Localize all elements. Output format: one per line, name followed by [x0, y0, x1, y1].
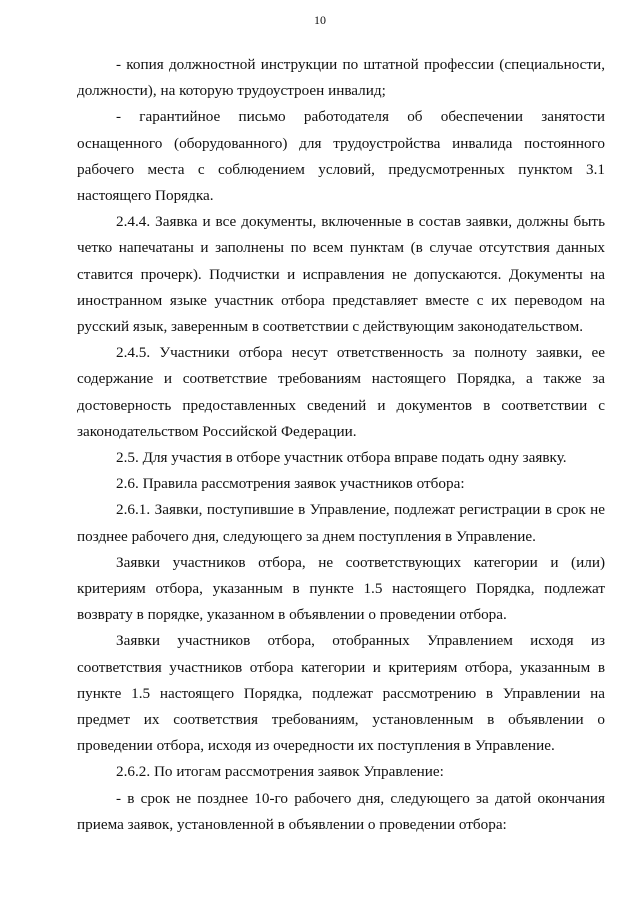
- paragraph-2-6-2: 2.6.2. По итогам рассмотрения заявок Управление:: [116, 763, 444, 781]
- paragraph-2-4-5: 2.4.5. Участники отбора несут ответственность за полноту заявки, ее содержание и соответствие требованиям настоящего Порядка, а также за достоверность предоставленных сведений и документов в соответствии с законодательством Российской Федерации.: [77, 344, 605, 440]
- paragraph-review-applications: Заявки участников отбора, отобранных Управлением исходя из соответствия участников отбора категории и критериям отбора, указанным в пункте 1.5 настоящего Порядка, подлежат рассмотрению в Управлении на предмет их соответствия требованиям, установленным в объявлении о проведении отбора, исходя из очередности их поступления в Управление.: [77, 632, 605, 755]
- paragraph-2-6: 2.6. Правила рассмотрения заявок участников отбора:: [116, 475, 465, 493]
- page-number: 10: [314, 13, 326, 27]
- paragraph-guarantee-letter: - гарантийное письмо работодателя об обеспечении занятости оснащенного (оборудованного) для трудоустройства инвалида постоянного рабочего места с соблюдением условий, предусмотренных пунктом 3.1 настоящего Порядка.: [77, 108, 605, 205]
- paragraph-2-5: 2.5. Для участия в отборе участник отбора вправе подать одну заявку.: [116, 449, 567, 467]
- paragraph-deadline: - в срок не позднее 10-го рабочего дня, следующего за датой окончания приема заявок, установленной в объявлении о проведении отбора:: [77, 789, 605, 833]
- paragraph-2-6-1: 2.6.1. Заявки, поступившие в Управление, подлежат регистрации в срок не позднее рабочего дня, следующего за днем поступления в Управление.: [77, 501, 605, 545]
- paragraph-2-4-4: 2.4.4. Заявка и все документы, включенные в состав заявки, должны быть четко напечатаны и заполнены по всем пунктам (в случае отсутствия данных ставится прочерк). Подчистки и исправления не допускаются. Документы на иностранном языке участник отбора представляет вместе с их переводом на русский язык, заверенным в соответствии с действующим законодательством.: [77, 213, 605, 336]
- paragraph-return-applications: Заявки участников отбора, не соответствующих категории и (или) критериям отбора, указанным в пункте 1.5 настоящего Порядка, подлежат возврату в порядке, указанном в объявлении о проведении отбора.: [77, 553, 605, 624]
- paragraph-job-description: - копия должностной инструкции по штатной профессии (специальности, должности), на которую трудоустроен инвалид;: [77, 56, 605, 100]
- document-body: [77, 52, 605, 838]
